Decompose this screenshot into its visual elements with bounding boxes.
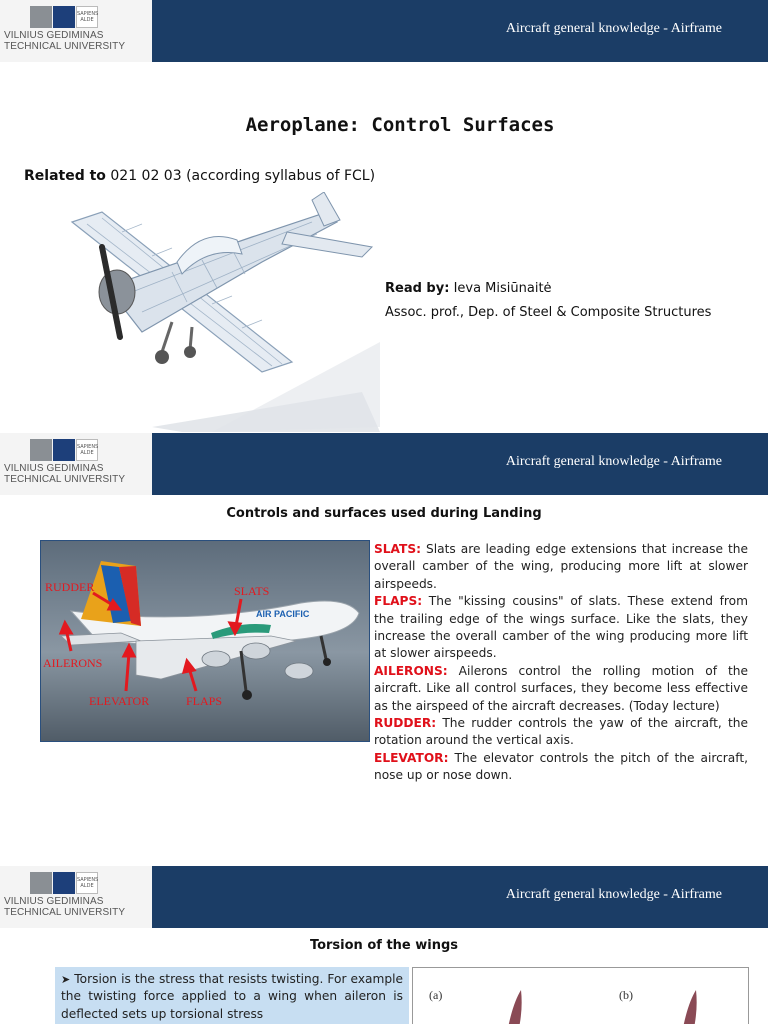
read-by-line [385, 281, 552, 296]
logo-emblem-text: SAPIENS ALDE [76, 872, 98, 894]
term-ailerons: AILERONS: [374, 663, 448, 678]
university-name-line2: TECHNICAL UNIVERSITY [4, 474, 126, 485]
slide-3 [0, 866, 768, 1024]
logo-emblem-grey [30, 872, 52, 894]
term-slats: SLATS: [374, 542, 421, 556]
item-ailerons: AILERONS: Ailerons control the rolling motion of the aircraft. Like all control surfaces, they become less effective as the airspeed of the aircraft decreases. (Today lecture) [374, 663, 748, 713]
logo-emblem-grey [30, 6, 52, 28]
label-flaps: FLAPS [186, 694, 223, 708]
university-name-line2: TECHNICAL UNIVERSITY [4, 907, 126, 918]
related-value: 021 02 03 (according syllabus of FCL) [110, 168, 376, 184]
label-slats: SLATS [234, 584, 270, 598]
label-elevator: ELEVATOR [89, 694, 150, 708]
university-name-line1: VILNIUS GEDIMINAS [4, 30, 104, 41]
bullet-arrow-icon: ➤ [61, 973, 71, 986]
university-logo [0, 0, 152, 62]
logo-emblem-text: SAPIENS ALDE [76, 6, 98, 28]
wing-shape-a [508, 990, 522, 1024]
term-rudder: RUDDER: [374, 716, 437, 731]
torsion-figure [412, 967, 749, 1024]
label-rudder: RUDDER [45, 580, 95, 594]
item-flaps: FLAPS: The "kissing cousins" of slats. These extend from the trailing edge of the wings surface. Like the slats, they increase the overall camber of the wing producing more lift at slower airspeeds. [374, 594, 749, 661]
read-by-label: Read by: [385, 281, 450, 296]
control-surfaces-text [374, 541, 748, 785]
related-label: Related to [24, 168, 106, 184]
airline-name: AIR PACIFIC [256, 609, 310, 619]
university-name-line2: TECHNICAL UNIVERSITY [4, 41, 126, 52]
university-logo [0, 433, 152, 495]
header-bar [152, 866, 768, 928]
slide-header [0, 0, 768, 62]
header-bar [152, 433, 768, 495]
airliner-photo [40, 540, 370, 742]
figure-label-b: (b) [619, 988, 633, 1002]
slide-title: Aeroplane: Control Surfaces [245, 114, 555, 136]
lecturer-name: Ieva Misiūnaitė [453, 281, 552, 296]
logo-emblem-blue [53, 439, 75, 461]
university-logo [0, 866, 152, 928]
torsion-bullet [55, 967, 409, 1024]
university-name-line1: VILNIUS GEDIMINAS [4, 896, 104, 907]
course-title: Aircraft general knowledge - Airframe [505, 454, 722, 469]
logo-emblem-blue [53, 872, 75, 894]
term-elevator: ELEVATOR: [374, 750, 449, 765]
slide-heading: Torsion of the wings [309, 938, 459, 953]
torsion-text: Torsion is the stress that resists twisting. For example the twisting force applied to a wing when aileron is deflected sets up torsional stress [61, 972, 403, 1021]
item-rudder: RUDDER: The rudder controls the yaw of the aircraft, the rotation around the vertical axis. [374, 716, 748, 748]
slide-2 [0, 433, 768, 866]
lecturer-position: Assoc. prof., Dep. of Steel & Composite Structures [385, 305, 712, 320]
aircraft-frame-illustration [62, 192, 380, 432]
slide-header [0, 866, 768, 928]
label-ailerons: AILERONS [43, 656, 103, 670]
item-elevator: ELEVATOR: The elevator controls the pitch of the aircraft, nose up or nose down. [374, 750, 749, 783]
slide-heading: Controls and surfaces used during Landing [226, 506, 542, 521]
logo-emblem-blue [53, 6, 75, 28]
university-name-line1: VILNIUS GEDIMINAS [4, 463, 104, 474]
term-flaps: FLAPS: [374, 594, 423, 609]
item-slats: SLATS: Slats are leading edge extensions that increase the overall camber of the wing, producing more lift at slower airspeeds. [374, 542, 749, 591]
header-bar [152, 0, 768, 62]
course-title: Aircraft general knowledge - Airframe [505, 887, 722, 902]
figure-label-a: (a) [429, 988, 443, 1002]
wing-shape-b [683, 990, 697, 1024]
slide-1 [0, 0, 768, 433]
logo-emblem-text: SAPIENS ALDE [76, 439, 98, 461]
course-title: Aircraft general knowledge - Airframe [505, 21, 722, 36]
logo-emblem-grey [30, 439, 52, 461]
slide-header [0, 433, 768, 495]
related-line [24, 168, 375, 184]
